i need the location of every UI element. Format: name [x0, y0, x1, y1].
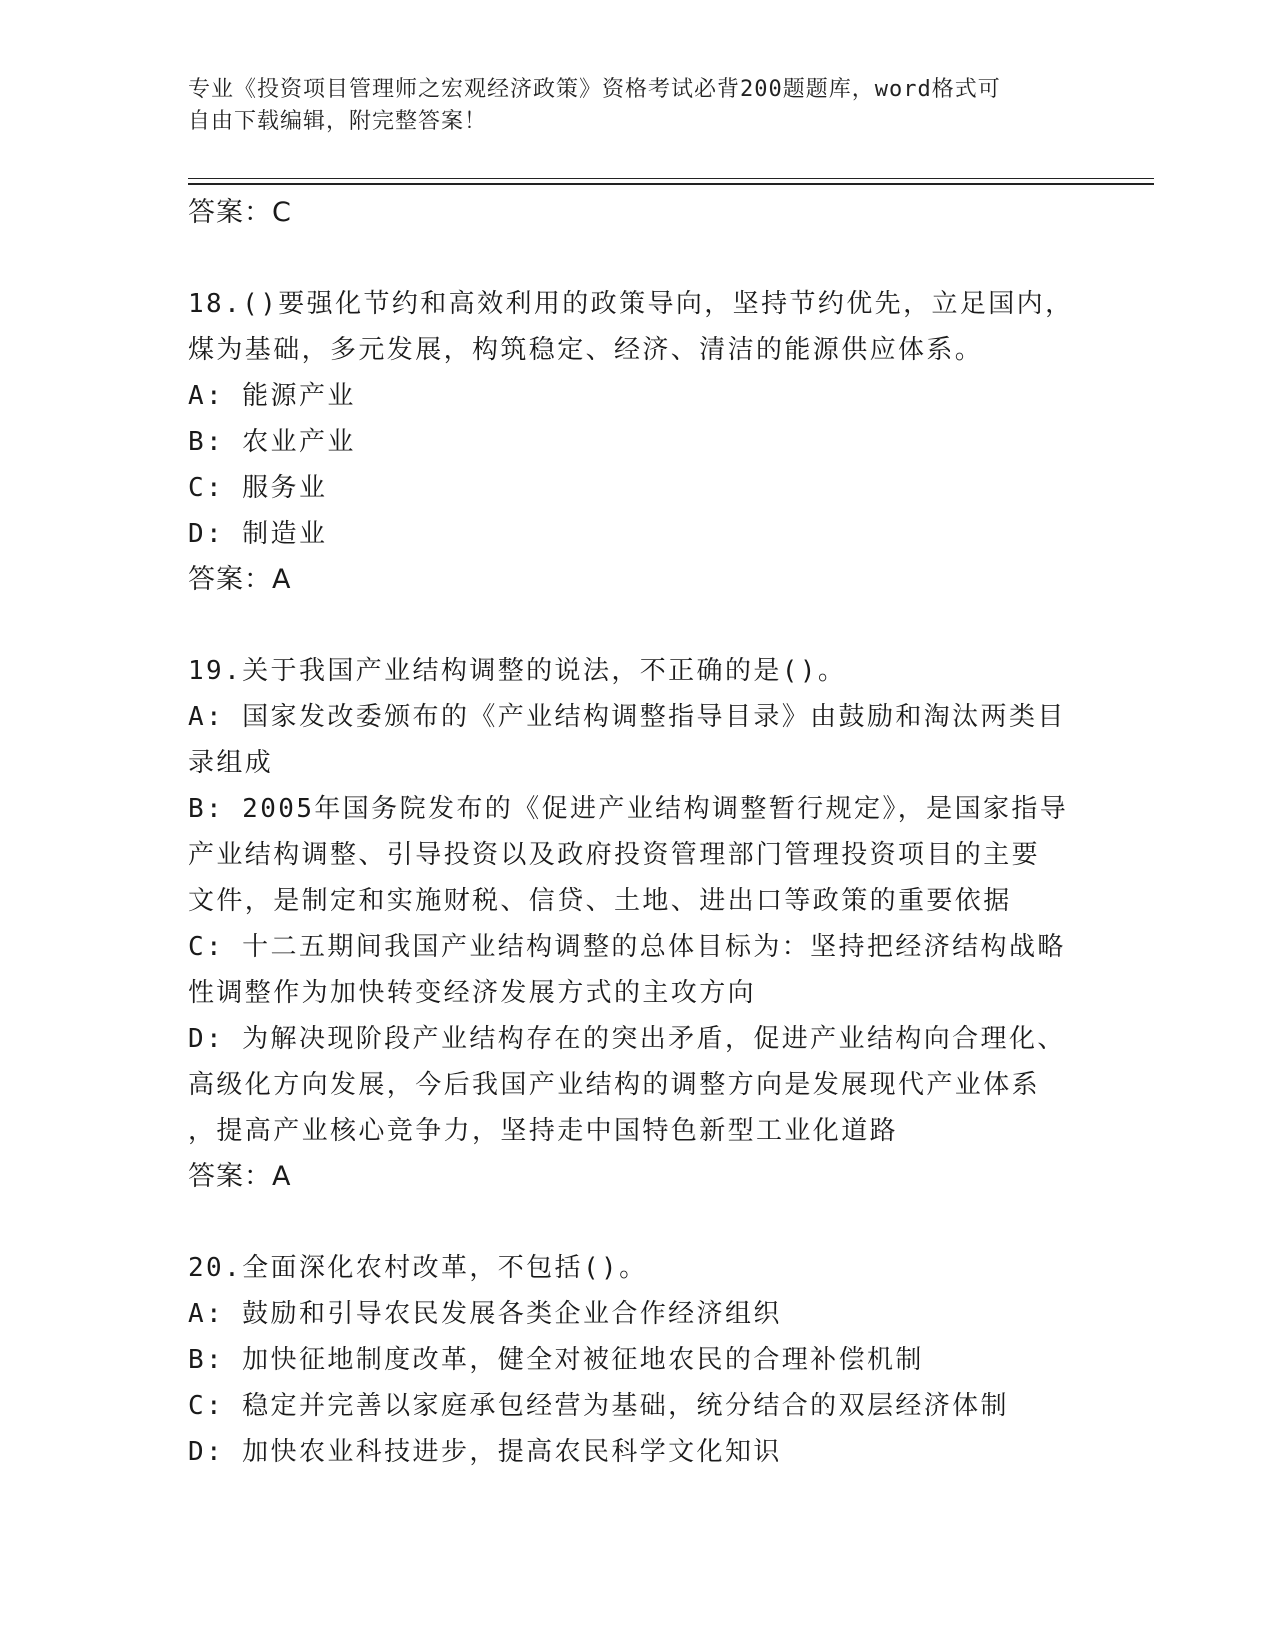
previous-answer: 答案：C — [188, 197, 292, 228]
answer: 答案：A — [188, 1161, 292, 1192]
spacer — [188, 1200, 1088, 1245]
option-d: D: 加快农业科技进步，提高农民科学文化知识 — [188, 1437, 782, 1467]
option-c: C: 稳定并完善以家庭承包经营为基础，统分结合的双层经济体制 — [188, 1391, 1009, 1421]
answer: 答案：A — [188, 564, 292, 595]
question-18 — [188, 281, 1088, 603]
option-d: D: 为解决现阶段产业结构存在的突出矛盾，促进产业结构向合理化、 — [188, 1024, 1066, 1054]
header-rule-thin — [188, 178, 1154, 179]
header-line-2: 自由下载编辑，附完整答案！ — [188, 109, 488, 134]
header-rule-thick — [188, 183, 1154, 185]
question-text: 20.全面深化农村改革，不包括()。 — [188, 1253, 648, 1283]
option-c: C: 服务业 — [188, 473, 328, 503]
option-d-cont: 高级化方向发展，今后我国产业结构的调整方向是发展现代产业体系 — [188, 1070, 1041, 1100]
question-text: 煤为基础，多元发展，构筑稳定、经济、清洁的能源供应体系。 — [188, 335, 984, 365]
question-20 — [188, 1245, 1088, 1475]
option-a: A: 能源产业 — [188, 381, 356, 411]
spacer — [188, 603, 1088, 648]
header-line-1: 专业《投资项目管理师之宏观经济政策》资格考试必背200题题库，word格式可 — [188, 77, 1001, 102]
option-b: B: 农业产业 — [188, 427, 356, 457]
option-a-cont: 录组成 — [188, 748, 274, 778]
question-list — [188, 190, 1088, 1475]
option-a: A: 鼓励和引导农民发展各类企业合作经济组织 — [188, 1299, 782, 1329]
question-19 — [188, 648, 1088, 1200]
option-c: C: 十二五期间我国产业结构调整的总体目标为：坚持把经济结构战略 — [188, 932, 1066, 962]
document-header — [188, 74, 1088, 138]
question-text: 19.关于我国产业结构调整的说法，不正确的是()。 — [188, 656, 847, 686]
option-b: B: 2005年国务院发布的《促进产业结构调整暂行规定》，是国家指导 — [188, 794, 1069, 824]
option-d-cont: ，提高产业核心竞争力，坚持走中国特色新型工业化道路 — [188, 1116, 899, 1146]
option-d: D: 制造业 — [188, 519, 328, 549]
option-a: A: 国家发改委颁布的《产业结构调整指导目录》由鼓励和淘汰两类目 — [188, 702, 1066, 732]
question-text: 18.()要强化节约和高效利用的政策导向，坚持节约优先，立足国内， — [188, 289, 1074, 319]
option-b: B: 加快征地制度改革，健全对被征地农民的合理补偿机制 — [188, 1345, 924, 1375]
option-b-cont: 产业结构调整、引导投资以及政府投资管理部门管理投资项目的主要 — [188, 840, 1041, 870]
spacer — [188, 236, 1088, 281]
option-b-cont: 文件，是制定和实施财税、信贷、土地、进出口等政策的重要依据 — [188, 886, 1012, 916]
option-c-cont: 性调整作为加快转变经济发展方式的主攻方向 — [188, 978, 757, 1008]
